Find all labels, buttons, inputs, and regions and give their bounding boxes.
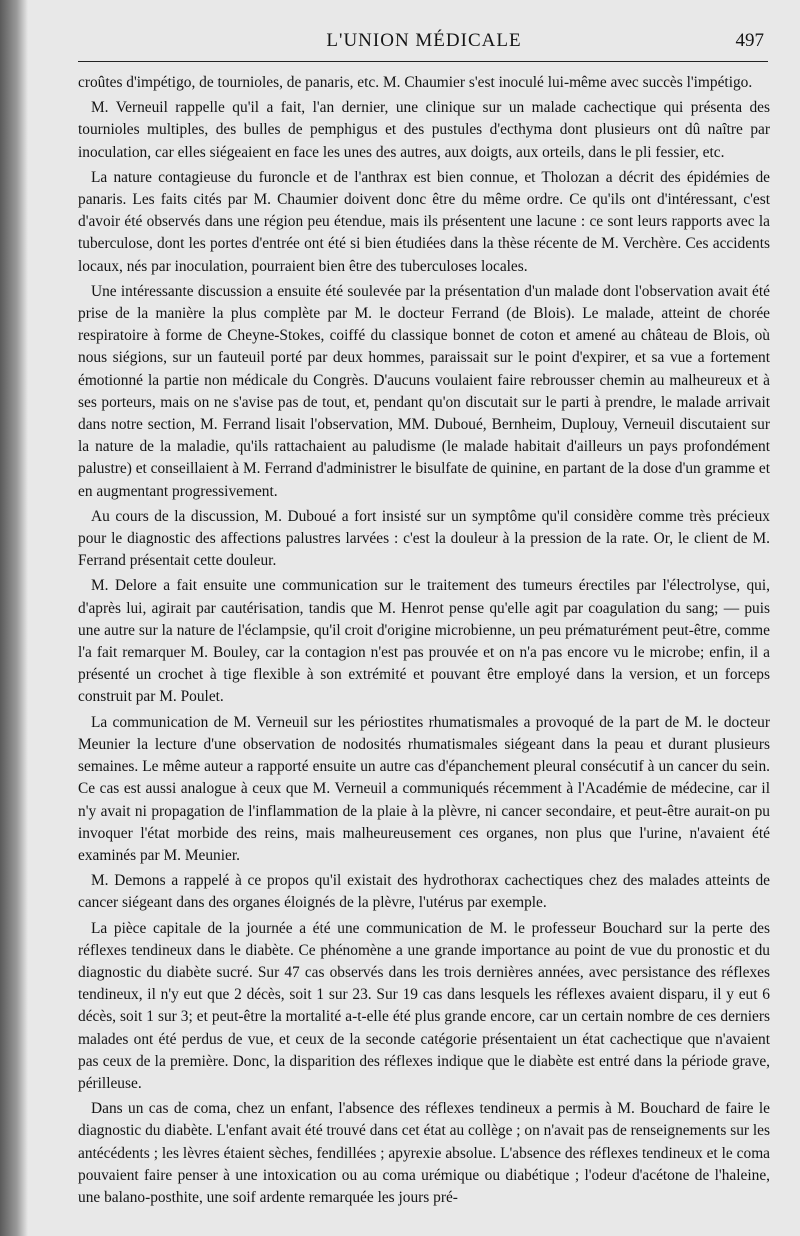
page-number: 497 (735, 30, 764, 51)
paragraph: La nature contagieuse du furoncle et de l'anthrax est bien connue, et Tholozan a décrit des épidémies de panaris. Les faits cités par M. Chaumier doivent donc être du même ordre. Ce qu'ils ont d'intéressant, c'est d'avoir été observés dans une région peu étendue, mais ils présentent une lacune : ce sont leurs rapports avec la tuberculose, dont les portes d'entrée ont été si bien étudiées dans la thèse récente de M. Verchère. Ces accidents locaux, nés par inoculation, pourraient bien être des tuberculoses locales. (78, 168, 770, 275)
paragraph: Au cours de la discussion, M. Duboué a fort insisté sur un symptôme qu'il considère comme très précieux pour le diagnostic des affections palustres larvées : c'est la douleur à la pression de la rate. Or, le client de M. Ferrand présentait cette douleur. (78, 507, 770, 570)
paragraph: M. Delore a fait ensuite une communication sur le traitement des tumeurs érectiles par l'électrolyse, qui, d'après lui, agirait par cautérisation, tandis que M. Henrot pense qu'elle agit par coagulation du sang; — puis une autre sur la nature de l'éclampsie, qu'il croit d'origine microbienne, un peu prématurément peut-être, comme l'a fait remarquer M. Bouley, car la contagion n'est pas prouvée et on n'a pas encore vu le microbe; enfin, il a présenté un crochet à tige flexible à son extrémité et pouvant être employé dans la version, et un forceps construit par M. Poulet. (78, 577, 770, 706)
paragraph: M. Verneuil rappelle qu'il a fait, l'an dernier, une clinique sur un malade cachectique qui présenta des tournioles multiples, des bulles de pemphigus et des pustules d'ecthyma dont plusieurs ont dû naître par inoculation, car elles siégeaient en face les unes des autres, aux doigts, aux orteils, dans le pli fessier, etc. (78, 99, 770, 161)
paragraph: La pièce capitale de la journée a été une communication de M. le professeur Bouchard sur la perte des réflexes tendineux dans le diabète. Ce phénomène a une grande importance au point de vue du pronostic et du diagnostic du diabète sucré. Sur 47 cas observés dans les trois dernières années, avec persistance des réflexes tendineux, il n'y eut que 2 décès, soit 1 sur 23. Sur 19 cas dans lesquels les réflexes avaient disparu, il y eut 6 décès, soit 1 sur 3; et peut-être la mortalité a-t-elle été plus grande encore, car un certain nombre de ces derniers malades ont été perdus de vue, et ceux de la seconde catégorie présentaient un état cachectique que n'avaient pas ceux de la première. Donc, la disparition des réflexes indique que le diabète est entré dans la période grave, périlleuse. (78, 919, 770, 1092)
page-gutter-shadow (0, 0, 28, 1236)
body-text (78, 72, 770, 1212)
paragraph: La communication de M. Verneuil sur les périostites rhumatismales a provoqué de la part de M. le docteur Meunier la lecture d'une observation de nodosités rhumatismales siégeant dans la peau et durant plusieurs semaines. Le même auteur a rapporté ensuite un autre cas d'épanchement pleural consécutif à un cancer du sein. Ce cas est aussi analogue à ceux que M. Verneuil a communiqués récemment à l'Académie de médecine, car il n'y avait ni propagation de l'inflammation de la plaie à la plèvre, ni cancer secondaire, et peut-être aurait-on pu invoquer l'état morbide des reins, mais malheureusement ces organes, non plus que l'urine, n'avaient été examinés par M. Meunier. (78, 713, 770, 864)
paragraph: croûtes d'impétigo, de tournioles, de panaris, etc. M. Chaumier s'est inoculé lui-même avec succès l'impétigo. (78, 74, 753, 91)
paragraph: Une intéressante discussion a ensuite été soulevée par la présentation d'un malade dont l'observation avait été prise de la manière la plus complète par M. le docteur Ferrand (de Blois). Le malade, atteint de chorée respiratoire à forme de Cheyne-Stokes, coiffé du classique bonnet de coton et amené au château de Blois, où nous siégions, sur un fauteuil porté par deux hommes, paraissait sur le point d'expirer, et sa vue a fortement émotionné la partie non médicale du Congrès. D'aucuns voulaient faire rebrousser chemin au malheureux et à ses porteurs, mais on ne s'avise pas de tout, et, pendant qu'on discutait sur le parti à prendre, le malade arrivait dans notre section, M. Ferrand lisait l'observation, MM. Duboué, Bernheim, Duplouy, Verneuil discutaient sur la nature de la maladie, qu'ils rattachaient au paludisme (le malade habitait d'ailleurs un pays profondément palustre) et conseillaient à M. Ferrand d'administrer le bisulfate de quinine, en partant de la dose d'un gramme et en augmentant progressivement. (78, 282, 770, 500)
running-title: L'UNION MÉDICALE (326, 30, 522, 51)
paragraph: Dans un cas de coma, chez un enfant, l'absence des réflexes tendineux a permis à M. Bouchard de faire le diagnostic du diabète. L'enfant avait été trouvé dans cet état au collège ; on n'avait pas de renseignements sur les antécédents ; les lèvres étaient sèches, fendillées ; apyrexie absolue. L'absence des réflexes tendineux et le coma pouvaient faire penser à une intoxication ou au coma urémique ou diabétique ; l'odeur d'acétone de l'haleine, une balano-posthite, une soif ardente remarquée les jours pré- (78, 1100, 770, 1206)
header-rule (78, 61, 768, 62)
paragraph: M. Demons a rappelé à ce propos qu'il existait des hydrothorax cachectiques chez des malades atteints de cancer siégeant dans des organes éloignés de la plèvre, l'utérus par exemple. (78, 872, 770, 912)
page-header (78, 30, 770, 60)
